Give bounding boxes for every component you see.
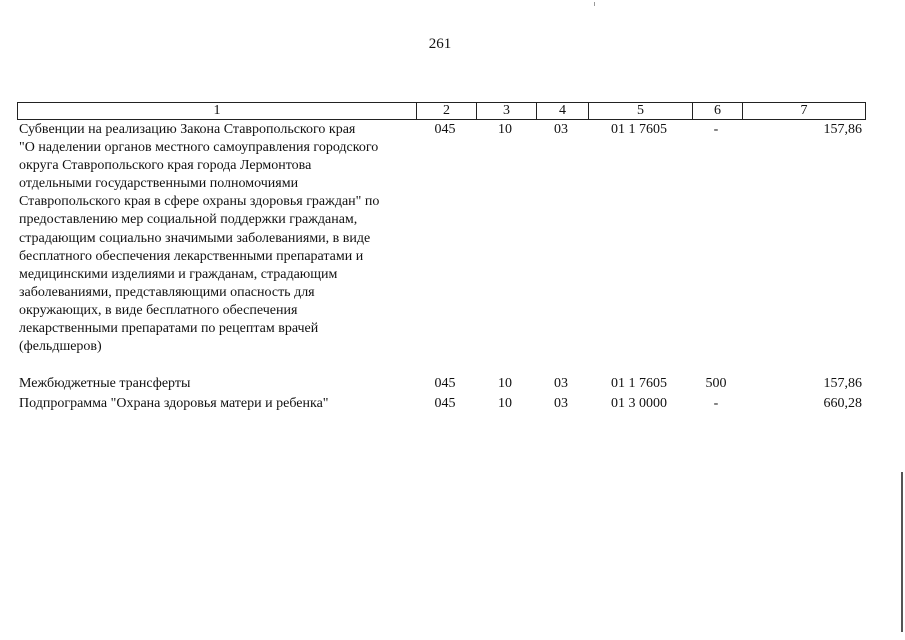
cell-target-article: 01 1 7605	[611, 376, 667, 391]
header-col-4: 4	[536, 103, 588, 119]
row-description	[19, 395, 419, 413]
cell-section-code: 10	[498, 376, 512, 391]
description-line: бесплатного обеспечения лекарственными препаратами и	[19, 248, 364, 264]
description-line: окружающих, в виде бесплатного обеспечения	[19, 302, 298, 318]
row-description	[19, 121, 419, 356]
cell-section-code: 10	[498, 122, 512, 137]
description-line: Ставропольского края в сфере охраны здоровья граждан" по	[19, 194, 380, 210]
cell-amount: 157,86	[823, 122, 862, 137]
table-header-row	[17, 102, 866, 120]
header-col-1: 1	[213, 103, 221, 118]
description-line: лекарственными препаратами по рецептам врачей	[19, 321, 319, 337]
cell-section-code: 10	[498, 396, 512, 411]
cell-subsection-code: 03	[554, 396, 568, 411]
header-col-5: 5	[588, 103, 692, 119]
scan-artifact-dot	[594, 2, 595, 6]
description-line: округа Ставропольского края города Лермонтова	[19, 158, 312, 174]
header-col-6: 6	[692, 103, 742, 119]
cell-target-article: 01 3 0000	[611, 396, 667, 411]
description-line: Подпрограмма "Охрана здоровья матери и ребенка"	[19, 396, 329, 411]
description-line: "О наделении органов местного самоуправления городского	[19, 140, 379, 156]
cell-target-article: 01 1 7605	[611, 122, 667, 137]
cell-expense-type: -	[713, 122, 719, 137]
cell-ministry-code: 045	[434, 396, 456, 411]
header-col-2: 2	[416, 103, 476, 119]
cell-ministry-code: 045	[434, 376, 456, 391]
cell-subsection-code: 03	[554, 122, 568, 137]
description-line: отдельными государственными полномочиями	[19, 176, 299, 192]
description-line: Субвенции на реализацию Закона Ставропольского края	[19, 122, 356, 137]
description-line: предоставлению мер социальной поддержки гражданам,	[19, 212, 358, 228]
description-line: медицинскими изделиями и гражданам, страдающим	[19, 266, 338, 282]
scan-edge-mark	[901, 472, 903, 632]
page-number: 261	[428, 36, 452, 52]
description-line: страдающим социально значимыми заболеваниями, в виде	[19, 230, 371, 246]
description-line: заболеваниями, представляющими опасность для	[19, 284, 315, 300]
description-line: (фельдшеров)	[19, 339, 102, 355]
cell-subsection-code: 03	[554, 376, 568, 391]
cell-expense-type: 500	[705, 376, 727, 391]
cell-ministry-code: 045	[434, 122, 456, 137]
cell-amount: 660,28	[823, 396, 862, 411]
cell-expense-type: -	[713, 396, 719, 411]
cell-amount: 157,86	[823, 376, 862, 391]
description-line: Межбюджетные трансферты	[19, 376, 191, 391]
header-col-7: 7	[742, 103, 865, 119]
header-col-3: 3	[476, 103, 536, 119]
row-description	[19, 375, 419, 393]
